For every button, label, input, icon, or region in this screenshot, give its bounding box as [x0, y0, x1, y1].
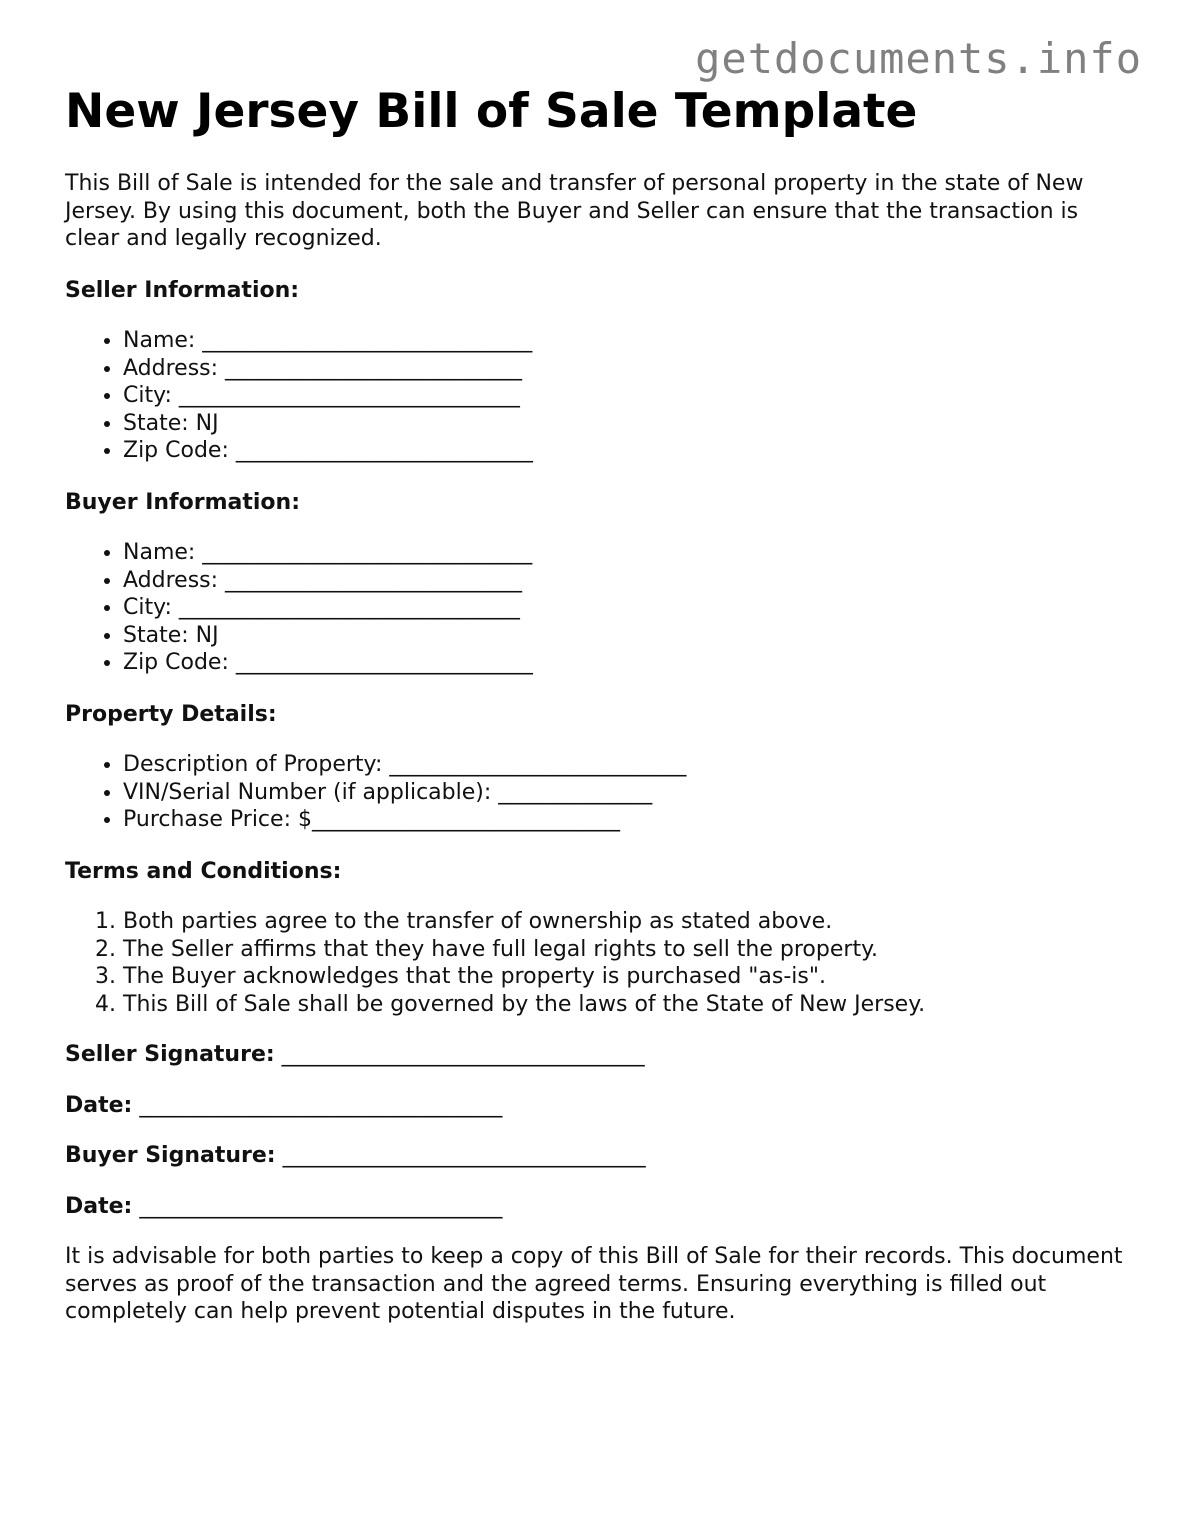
terms-item: 2. The Seller affirms that they have full legal rights to sell the property. [123, 936, 1125, 964]
buyer-heading: Buyer Information: [65, 489, 300, 515]
property-heading: Property Details: [65, 701, 277, 727]
terms-item: 4. This Bill of Sale shall be governed by the laws of the State of New Jersey. [123, 991, 1125, 1019]
property-description-field[interactable]: • Description of Property: ___________________________ [123, 751, 1125, 779]
seller-date-label: Date: [65, 1092, 133, 1118]
seller-signature-row [65, 1041, 1125, 1069]
seller-signature-label: Seller Signature: [65, 1042, 275, 1067]
buyer-state-field: • State: NJ [123, 622, 1125, 650]
buyer-zip-field[interactable]: • Zip Code: ___________________________ [123, 649, 1125, 677]
seller-signature-line[interactable]: _________________________________ [281, 1042, 645, 1067]
terms-heading: Terms and Conditions: [65, 858, 342, 884]
seller-state-field: • State: NJ [123, 410, 1125, 438]
watermark: getdocuments.info [695, 34, 1142, 83]
buyer-signature-line[interactable]: _________________________________ [282, 1143, 646, 1168]
buyer-city-field[interactable]: • City: _______________________________ [123, 594, 1125, 622]
seller-date-line[interactable]: _________________________________ [139, 1092, 503, 1118]
buyer-date-row [65, 1193, 1125, 1221]
seller-fields [65, 327, 1125, 465]
seller-name-field[interactable]: • Name: ______________________________ [123, 327, 1125, 355]
buyer-date-label: Date: [65, 1193, 133, 1219]
property-fields [65, 751, 1125, 834]
intro-paragraph: This Bill of Sale is intended for the sale and transfer of personal property in the state of New Jersey. By using this document, both the Buyer and Seller can ensure that the transaction is clear and legally recognized. [65, 171, 1084, 251]
buyer-address-field[interactable]: • Address: ___________________________ [123, 567, 1125, 595]
buyer-signature-row [65, 1142, 1125, 1170]
buyer-date-line[interactable]: _________________________________ [139, 1193, 503, 1219]
buyer-fields [65, 539, 1125, 677]
closing-paragraph: It is advisable for both parties to keep a copy of this Bill of Sale for their records. This document serves as proof of the transaction and the agreed terms. Ensuring everything is filled out completely can help prevent potential disputes in the future. [65, 1244, 1123, 1324]
seller-zip-field[interactable]: • Zip Code: ___________________________ [123, 437, 1125, 465]
seller-date-row [65, 1092, 1125, 1120]
page-title: New Jersey Bill of Sale Template [65, 84, 918, 139]
terms-item: 1. Both parties agree to the transfer of ownership as stated above. [123, 908, 1125, 936]
property-price-field[interactable]: • Purchase Price: $____________________________ [123, 806, 1125, 834]
terms-item: 3. The Buyer acknowledges that the property is purchased "as-is". [123, 963, 1125, 991]
property-vin-field[interactable]: • VIN/Serial Number (if applicable): ______________ [123, 779, 1125, 807]
buyer-name-field[interactable]: • Name: ______________________________ [123, 539, 1125, 567]
seller-heading: Seller Information: [65, 277, 300, 303]
seller-address-field[interactable]: • Address: ___________________________ [123, 355, 1125, 383]
document-page [65, 84, 1125, 1326]
buyer-signature-label: Buyer Signature: [65, 1143, 276, 1168]
terms-list [65, 908, 1125, 1018]
seller-city-field[interactable]: • City: _______________________________ [123, 382, 1125, 410]
